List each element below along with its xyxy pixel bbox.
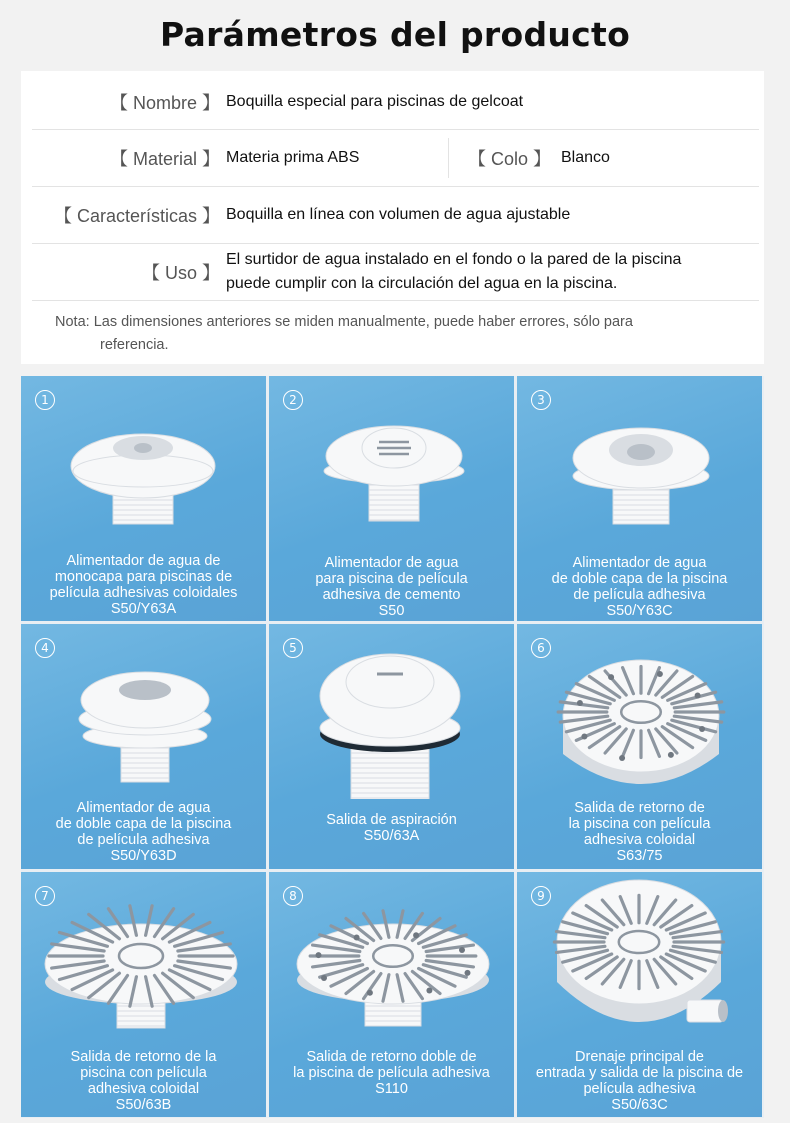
- product-caption: [25, 553, 262, 617]
- product-caption-line: S50/Y63C: [606, 603, 673, 619]
- product-caption-line: S63/75: [616, 848, 663, 864]
- product-caption-line: de doble capa de la piscina: [55, 816, 232, 832]
- product-caption-line: Alimentador de agua de: [66, 553, 221, 569]
- product-number-badge: 1: [35, 390, 55, 410]
- product-caption-line: la piscina de película adhesiva: [293, 1065, 490, 1081]
- product-caption: [521, 800, 758, 864]
- product-caption: [25, 800, 262, 864]
- page-title: Parámetros del producto: [159, 14, 631, 54]
- product-caption-line: S110: [375, 1081, 408, 1097]
- note-label: Nota:: [55, 314, 90, 330]
- product-tile-3: [517, 376, 762, 621]
- product-caption-line: entrada y salida de la piscina de: [535, 1065, 744, 1081]
- note: [55, 311, 745, 357]
- material-value: Materia prima ABS: [226, 149, 360, 166]
- product-tile-5: [269, 624, 514, 869]
- nombre-label: 【 Nombre 】: [109, 93, 220, 113]
- product-number-badge: 2: [283, 390, 303, 410]
- product-caption-line: monocapa para piscinas de: [54, 569, 233, 585]
- product-number-badge: 9: [531, 886, 551, 906]
- product-caption-line: Alimentador de agua: [572, 555, 707, 571]
- product-image: [517, 872, 762, 1052]
- product-caption-line: Salida de retorno de: [574, 800, 705, 816]
- product-caption-line: Alimentador de agua: [76, 800, 211, 816]
- product-tile-2: [269, 376, 514, 621]
- product-image: [269, 872, 514, 1052]
- product-number-badge: 6: [531, 638, 551, 658]
- product-caption-line: S50/63A: [363, 828, 420, 844]
- product-caption-line: película adhesivas coloidales: [49, 585, 238, 601]
- product-number-badge: 7: [35, 886, 55, 906]
- param-row-caracteristicas: [32, 187, 759, 244]
- product-caption-line: S50: [378, 603, 405, 619]
- product-tile-9: [517, 872, 762, 1117]
- product-caption-line: Drenaje principal de: [575, 1049, 704, 1065]
- product-number-badge: 8: [283, 886, 303, 906]
- product-caption-line: de película adhesiva: [77, 832, 210, 848]
- product-caption: [521, 1049, 758, 1113]
- product-image: [21, 872, 266, 1052]
- caracteristicas-value: Boquilla en línea con volumen de agua ajustable: [226, 206, 571, 223]
- product-image: [517, 624, 762, 804]
- product-tile-8: [269, 872, 514, 1117]
- product-caption-line: S50/63C: [611, 1097, 668, 1113]
- product-caption-line: S50/Y63D: [110, 848, 177, 864]
- product-tile-7: [21, 872, 266, 1117]
- note-text-continued: referencia.: [100, 337, 169, 353]
- product-caption-line: Salida de aspiración: [326, 812, 457, 828]
- product-caption-line: Salida de retorno de la: [70, 1049, 217, 1065]
- product-caption-line: adhesiva coloidal: [583, 832, 696, 848]
- product-number-badge: 4: [35, 638, 55, 658]
- product-caption-line: de doble capa de la piscina: [551, 571, 728, 587]
- product-grid: [21, 376, 764, 1118]
- uso-value-line: puede cumplir con la circulación del agua en la piscina.: [226, 275, 618, 292]
- color-label: 【 Colo 】: [468, 149, 552, 169]
- product-number-badge: 5: [283, 638, 303, 658]
- product-caption-line: adhesiva coloidal: [87, 1081, 200, 1097]
- product-caption: [273, 1049, 510, 1097]
- uso-value: [222, 248, 681, 296]
- caracteristicas-label: 【 Características 】: [53, 206, 220, 226]
- product-caption-line: de película adhesiva: [573, 587, 706, 603]
- product-image: [517, 376, 762, 556]
- product-caption-line: Salida de retorno doble de: [306, 1049, 477, 1065]
- product-caption-line: S50/Y63A: [110, 601, 177, 617]
- product-caption-line: la piscina con película: [568, 816, 711, 832]
- product-parameters-table: [21, 71, 764, 364]
- product-caption-line: película adhesiva: [583, 1081, 696, 1097]
- product-caption-line: S50/63B: [115, 1097, 172, 1113]
- product-image: [21, 376, 266, 556]
- product-image: [21, 624, 266, 804]
- param-row-uso: [32, 244, 759, 301]
- product-caption: [273, 812, 510, 844]
- color-value: Blanco: [561, 149, 610, 166]
- material-label: 【 Material 】: [109, 149, 220, 169]
- product-caption-line: piscina con película: [80, 1065, 207, 1081]
- product-tile-1: [21, 376, 266, 621]
- note-text: Las dimensiones anteriores se miden manualmente, puede haber errores, sólo para: [93, 314, 633, 330]
- product-tile-4: [21, 624, 266, 869]
- product-caption-line: adhesiva de cemento: [322, 587, 461, 603]
- product-image: [269, 376, 514, 556]
- param-row-nombre: [32, 75, 759, 130]
- product-caption-line: Alimentador de agua: [324, 555, 459, 571]
- product-caption-line: para piscina de película: [315, 571, 468, 587]
- product-tile-6: [517, 624, 762, 869]
- uso-label: 【 Uso 】: [141, 263, 220, 283]
- column-divider: [448, 138, 449, 178]
- product-number-badge: 3: [531, 390, 551, 410]
- nombre-value: Boquilla especial para piscinas de gelcoat: [226, 93, 524, 110]
- product-caption: [273, 555, 510, 619]
- uso-value-line: El surtidor de agua instalado en el fondo o la pared de la piscina: [226, 251, 682, 268]
- product-caption: [25, 1049, 262, 1113]
- product-caption: [521, 555, 758, 619]
- product-image: [269, 624, 514, 804]
- param-row-material: [32, 130, 759, 187]
